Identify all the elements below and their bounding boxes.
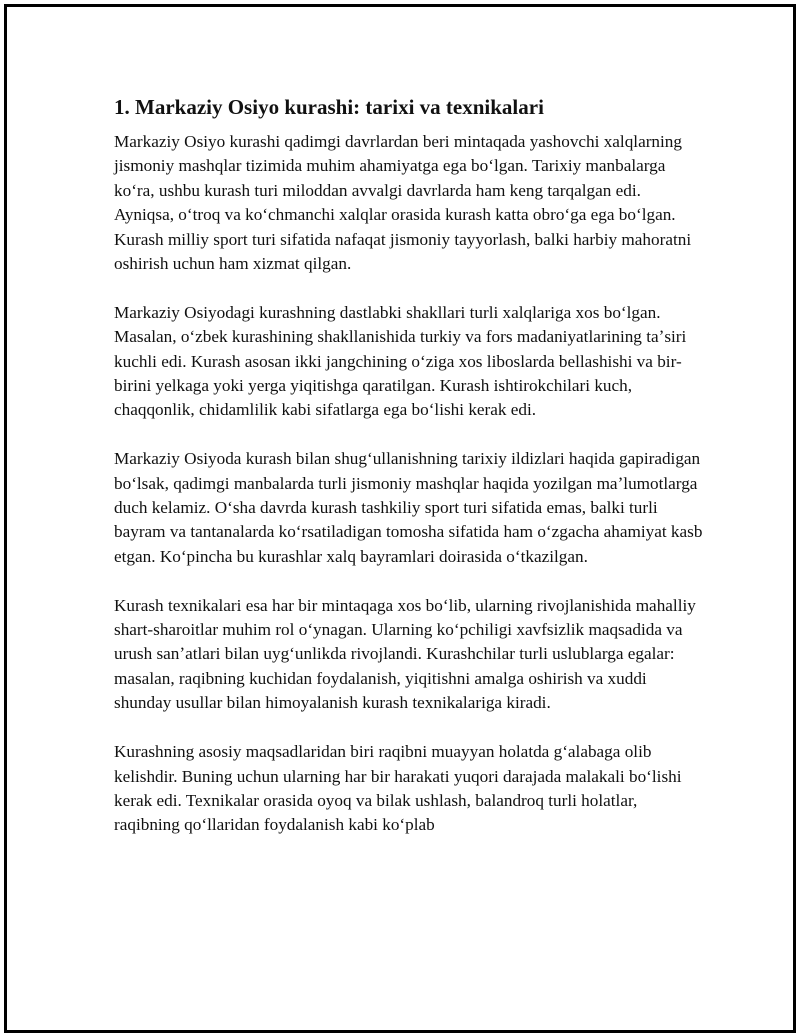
document-body <box>114 94 704 862</box>
paragraph: Kurashning asosiy maqsadlaridan biri raqibni muayyan holatda gʻalabaga olib kelishdir. Buning uchun ularning har bir harakati yuqori darajada malakali boʻlishi kerak edi. Texnikalar orasida oyoq va bilak ushlash, balandroq turli holatlar, raqibning qoʻllaridan foydalanish kabi koʻplab <box>114 742 682 835</box>
paragraph: Markaziy Osiyodagi kurashning dastlabki shakllari turli xalqlariga xos boʻlgan. Masalan, oʻzbek kurashining shakllanishida turkiy va fors madaniyatlarining taʼsiri kuchli edi. Kurash asosan ikki jangchining oʻziga xos liboslarda bellashishi va bir-birini yelkaga yoki yerga yiqitishga qaratilgan. Kurash ishtirokchilari kuch, chaqqonlik, chidamlilik kabi sifatlarga ega boʻlishi kerak edi. <box>114 302 687 420</box>
paragraph: Markaziy Osiyo kurashi qadimgi davrlardan beri mintaqada yashovchi xalqlarning jismoniy mashqlar tizimida muhim ahamiyatga ega boʻlgan. Tarixiy manbalarga koʻra, ushbu kurash turi miloddan avvalgi davrlarda ham keng tarqalgan edi. Ayniqsa, oʻtroq va koʻchmanchi xalqlar orasida kurash katta obroʻga ega boʻlgan. Kurash milliy sport turi sifatida nafaqat jismoniy tayyorlash, balki harbiy mahoratni oshirish uchun ham xizmat qilgan. <box>114 132 692 274</box>
section-heading: 1. Markaziy Osiyo kurashi: tarixi va texnikalari <box>114 95 544 119</box>
paragraph: Kurash texnikalari esa har bir mintaqaga xos boʻlib, ularning rivojlanishida mahalliy shart-sharoitlar muhim rol oʻynagan. Ularning koʻpchiligi xavfsizlik maqsadida va urush sanʼatlari bilan uygʻunlikda rivojlandi. Kurashchilar turli uslublarga egalar: masalan, raqibning kuchidan foydalanish, yiqitishni amalga oshirish va xuddi shunday usullar bilan himoyalanish kurash texnikalariga kiradi. <box>114 595 696 713</box>
paragraph: Markaziy Osiyoda kurash bilan shugʻullanishning tarixiy ildizlari haqida gapiradigan boʻlsak, qadimgi manbalarda turli jismoniy mashqlar haqida yozilgan maʼlumotlarga duch kelamiz. Oʻsha davrda kurash tashkiliy sport turi sifatida emas, balki turli bayram va tantanalarda koʻrsatiladigan tomosha sifatida ham oʻzgacha ahamiyat kasb etgan. Koʻpincha bu kurashlar xalq bayramlari doirasida oʻtkazilgan. <box>114 449 703 566</box>
